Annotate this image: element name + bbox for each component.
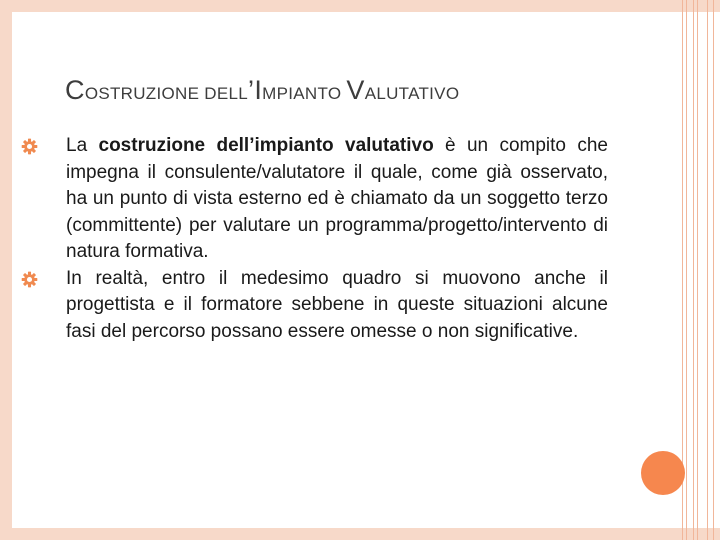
decorative-rail [682, 0, 683, 540]
decorative-rail [707, 0, 708, 540]
gear-bullet-icon [21, 138, 38, 155]
title-text: ALUTATIVO [364, 84, 460, 103]
slide-frame-left [0, 0, 12, 540]
accent-circle [641, 451, 685, 495]
title-text: OSTRUZIONE DELL [84, 84, 249, 103]
decorative-rail [697, 0, 698, 540]
bullet-text-lead: La [66, 135, 99, 156]
bullet-list [66, 133, 608, 345]
bullet-item [66, 266, 608, 346]
slide-title [65, 75, 459, 109]
bullet-text-bold: costruzione dell’impianto valutativo [98, 135, 434, 156]
bullet-text: è un compito che impegna il consulente/valutatore il quale, come già osservato, ha un punto di vista esterno ed è chiamato da un soggetto terzo (committente) per valutare un programma/progetto/intervento di natura formativa. [66, 135, 608, 262]
title-initial: ’I [248, 75, 263, 105]
decorative-rail [686, 0, 687, 540]
decorative-rail [713, 0, 714, 540]
slide-frame-top [0, 0, 720, 12]
title-text: MPIANTO [262, 84, 347, 103]
decorative-rail [693, 0, 694, 540]
slide-frame-bottom [0, 528, 720, 540]
gear-bullet-icon [21, 271, 38, 288]
title-initial: V [346, 75, 365, 105]
title-initial: C [65, 75, 85, 105]
bullet-text: In realtà, entro il medesimo quadro si muovono anche il progettista e il formatore sebbene in queste situazioni alcune fasi del percorso possano essere omesse o non significative. [66, 267, 608, 342]
bullet-item [66, 133, 608, 266]
